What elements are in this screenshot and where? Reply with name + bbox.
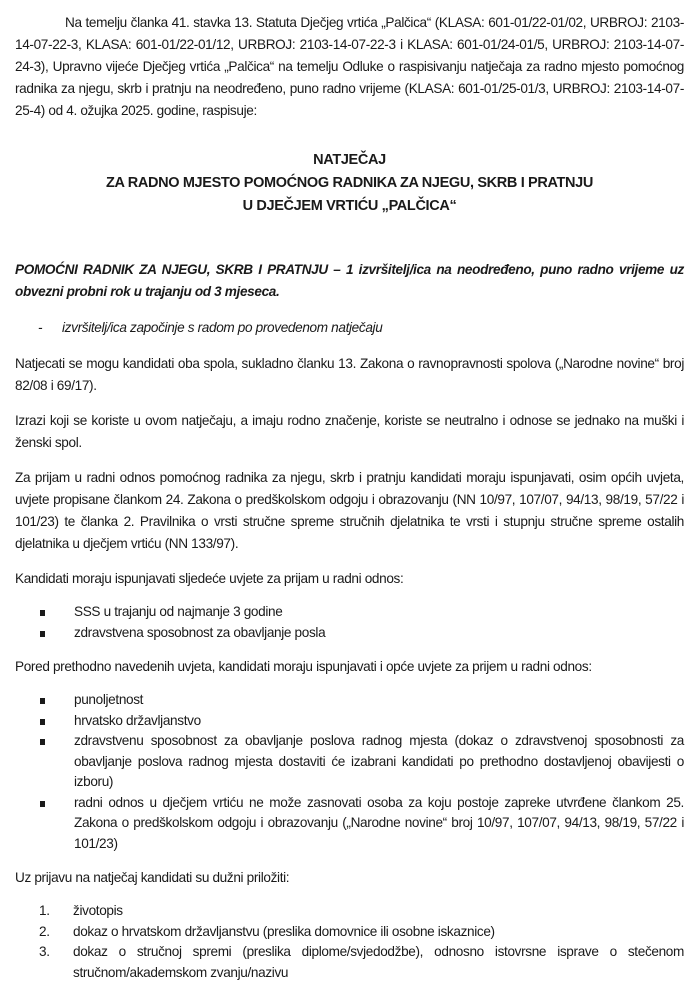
square-bullet-icon (15, 623, 74, 644)
dash-marker: - (38, 320, 43, 335)
square-bullet-icon (15, 731, 74, 793)
documents-intro: Uz prijavu na natječaj kandidati su dužni priložiti: (15, 870, 290, 885)
terms-paragraph: Izrazi koji se koriste u ovom natječaju, a imaju rodno značenje, koriste se neutralno i odnose se jednako na muški i ženski spol. (15, 413, 684, 450)
square-bullet-icon (15, 711, 74, 732)
list-item: zdravstvenu sposobnost za obavljanje poslova radnog mjesta (dokaz o zdravstvenoj sposobnosti za obavljanje poslova radnog mjesta dostaviti će izabrani kandidati po prethodno dostavljenoj obavijesti o izboru) (15, 731, 684, 793)
title-line-2: ZA RADNO MJESTO POMOĆNOG RADNIKA ZA NJEGU, SKRB I PRATNJU (105, 175, 594, 191)
list-item: radni odnos u dječjem vrtiću ne može zasnovati osoba za koju postoje zapreke utvrđene člankom 25. Zakona o predškolskom odgoju i obrazovanju („Narodne novine“ broj 10/97, 107/07, 94/13, 98/19, 57/22 i 101/23) (15, 793, 684, 855)
list-item: zdravstvena sposobnost za obavljanje posla (15, 623, 684, 644)
general-conditions-intro: Pored prethodno navedenih uvjeta, kandidati moraju ispunjavati i opće uvjete za prijem u radni odnos: (15, 659, 592, 674)
list-item: 2. dokaz o hrvatskom državljanstvu (preslika domovnice ili osobne iskaznice) (15, 922, 684, 943)
specific-conditions-list (15, 602, 684, 643)
list-item: punoljetnost (15, 690, 684, 711)
general-conditions-list (15, 690, 684, 854)
title-line-3: U DJEČJEM VRTIĆU „PALČICA“ (242, 198, 457, 214)
list-number: 1. (39, 903, 50, 918)
gender-paragraph: Natjecati se mogu kandidati oba spola, sukladno članku 13. Zakona o ravnopravnosti spolova („Narodne novine“ broj 82/08 i 69/17). (15, 356, 684, 393)
list-item: hrvatsko državljanstvo (15, 711, 684, 732)
admission-paragraph: Za prijam u radni odnos pomoćnog radnika za njegu, skrb i pratnju kandidati moraju ispunjavati, osim općih uvjeta, uvjete propisane člankom 24. Zakona o predškolskom odgoju i obrazovanju (NN 10/97, 107/07, 94/13, 98/19, 57/22 i 101/23) te članka 2. Pravilnika o vrsti stručne spreme stručnih djelatnika te vrsti i stupnju stručne spreme ostalih djelatnika u dječjem vrtiću (NN 133/97). (15, 470, 684, 551)
list-item: 3. dokaz o stručnoj spremi (preslika diplome/svjedodžbe), odnosno istovrsne isprave o stečenom stručnom/akademskom zvanju/nazivu (15, 942, 684, 983)
position-heading: POMOĆNI RADNIK ZA NJEGU, SKRB I PRATNJU – 1 izvršitelj/ica na neodređeno, puno radno vrijeme uz obvezni probni rok u trajanju od 3 mjeseca. (15, 262, 684, 299)
square-bullet-icon (15, 602, 74, 623)
square-bullet-icon (15, 793, 74, 855)
document-title (15, 149, 684, 218)
intro-paragraph: Na temelju članka 41. stavka 13. Statuta Dječjeg vrtića „Palčica“ (KLASA: 601-01/22-01/02, URBROJ: 2103-14-07-22-3, KLASA: 601-01/22-01/12, URBROJ: 2103-14-07-22-3 i KLASA: 601-01/24-01/5, URBROJ: 2103-14-07-24-3), Upravno vijeće Dječjeg vrtića „Palčica“ na temelju Odluke o raspisivanju natječaja za radno mjesto pomoćnog radnika za njegu, skrb i pratnju na neodređeno, puno radno vrijeme (KLASA: 601-01/25-01/3, URBROJ: 2103-14-07-25-4) od 4. ožujka 2025. godine, raspisuje: (15, 15, 684, 118)
documents-list (15, 901, 684, 983)
square-bullet-icon (15, 690, 74, 711)
title-line-1: NATJEČAJ (313, 152, 386, 168)
dash-item-text: izvršitelj/ica započinje s radom po provedenom natječaju (62, 320, 383, 335)
list-item: SSS u trajanju od najmanje 3 godine (15, 602, 684, 623)
list-item: 1. životopis (15, 901, 684, 922)
list-number: 2. (39, 923, 50, 939)
dash-list-item (15, 317, 684, 339)
specific-conditions-intro: Kandidati moraju ispunjavati sljedeće uvjete za prijam u radni odnos: (15, 571, 404, 586)
list-number: 3. (39, 944, 50, 959)
